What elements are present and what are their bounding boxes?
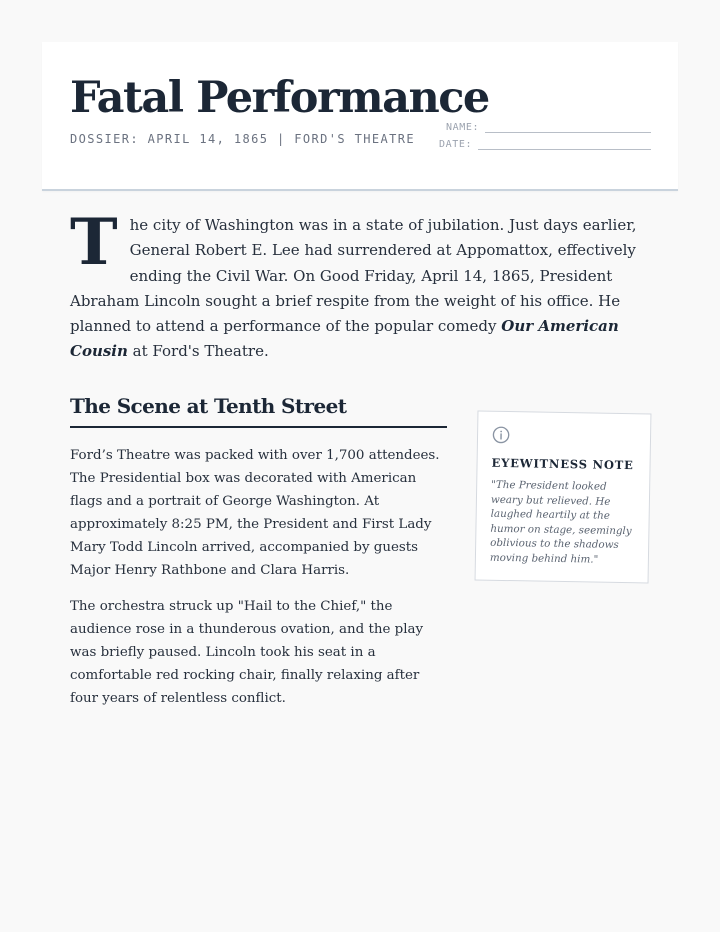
drop-cap: T: [70, 205, 118, 280]
header-card: [42, 42, 678, 191]
date-line[interactable]: [478, 139, 651, 150]
section-body: [70, 444, 448, 723]
note-title: EYEWITNESS NOTE: [491, 455, 634, 473]
note-quote: "The President looked weary but relieved. He laughed heartily at the humor on stage, seemingly oblivious to the shadows moving behind him.": [489, 478, 632, 566]
info-icon: [492, 426, 510, 444]
body-paragraph: The orchestra struck up "Hail to the Chief," the audience rose in a thunderous ovation, and the play was briefly paused. Lincoln took his seat in a comfortable red rocking chair, finally relaxing after four years of relentless conflict.: [70, 599, 424, 706]
date-field[interactable]: [439, 133, 651, 150]
name-label: NAME:: [446, 122, 480, 133]
body-paragraph: Ford’s Theatre was packed with over 1,700 attendees. The Presidential box was decorated with American flags and a portrait of George Washington. At approximately 8:25 PM, the President and First Lady Mary Todd Lincoln arrived, accompanied by guests Major Henry Rathbone and Clara Harris.: [70, 448, 440, 578]
section-heading: The Scene at Tenth Street: [70, 392, 447, 428]
meta-fields: [439, 116, 651, 150]
intro-text-end: at Ford's Theatre.: [127, 342, 269, 361]
play-title: Our American Cousin: [70, 317, 619, 361]
eyewitness-note-card: [475, 410, 652, 583]
intro-text: he city of Washington was in a state of jubilation. Just days earlier, General Robert E. Lee had surrendered at Appomattox, effectively ending the Civil War. On Good Friday, April 14, 1865, President Abraham Lincoln sought a brief respite from the weight of his office. He planned to attend a performance of the popular comedy: [70, 216, 637, 336]
name-field[interactable]: [439, 116, 651, 133]
intro-paragraph: [70, 205, 656, 365]
dossier-line: DOSSIER: APRIL 14, 1865 | FORD'S THEATRE: [70, 132, 415, 146]
page-title: Fatal Performance: [70, 73, 489, 123]
name-line[interactable]: [485, 122, 651, 133]
date-label: DATE:: [439, 139, 473, 150]
